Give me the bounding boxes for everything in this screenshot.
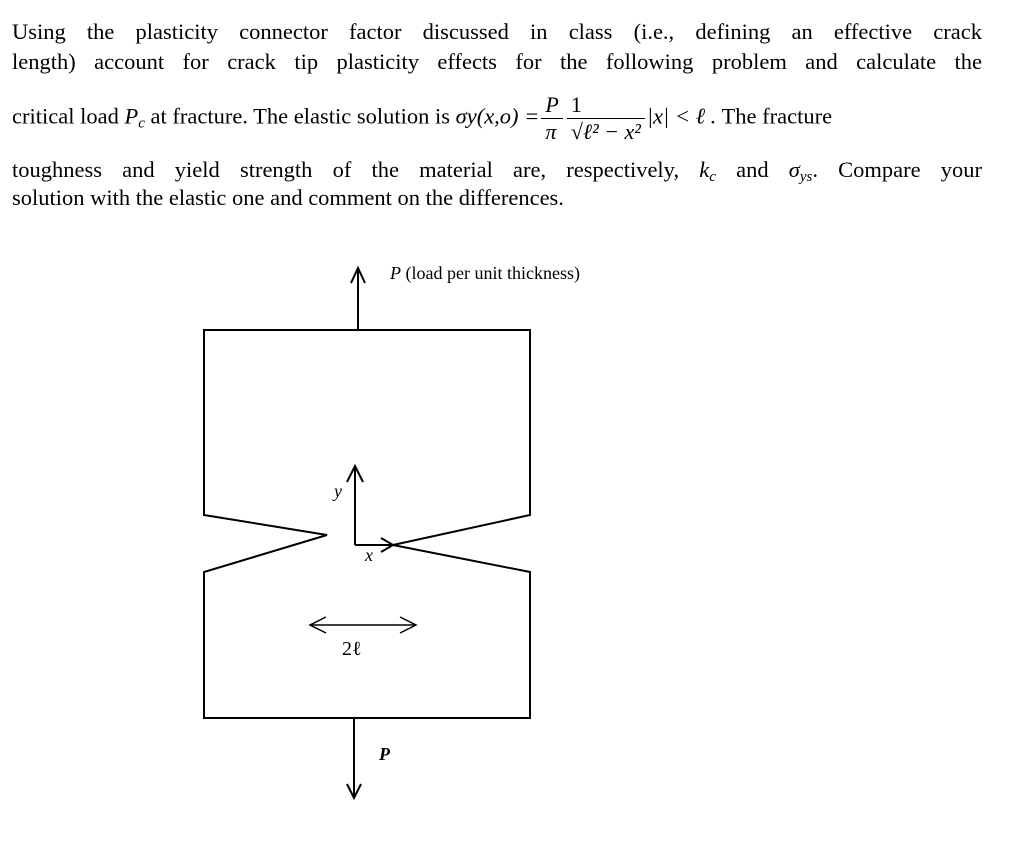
problem-line-5: solution with the elastic one and comment on the differences. bbox=[12, 185, 564, 210]
toughness-subscript: c bbox=[709, 169, 716, 185]
specimen-outline bbox=[204, 330, 530, 718]
line4-and: and bbox=[715, 157, 789, 182]
top-load-P: P bbox=[390, 263, 401, 283]
yield-strength-symbol: σ bbox=[788, 157, 800, 182]
problem-line-1: Using the plasticity connector factor discussed in class (i.e., defining an effective crack bbox=[12, 19, 982, 44]
critical-load-subscript: c bbox=[138, 115, 145, 132]
formula-rhs: |x| < ℓ . bbox=[646, 103, 717, 129]
top-load-label bbox=[390, 263, 580, 284]
line3-text-a: critical load bbox=[12, 103, 125, 129]
bottom-load-label: P bbox=[379, 744, 390, 764]
fraction-1-numerator: P bbox=[541, 92, 562, 119]
crack-length-label: 2ℓ bbox=[342, 638, 362, 660]
critical-load-symbol: P bbox=[124, 103, 139, 129]
line3-end: The fracture bbox=[716, 103, 833, 129]
x-axis-label: x bbox=[365, 545, 373, 565]
fraction-2-denominator: √ℓ² − x² bbox=[570, 119, 641, 144]
y-axis-label: y bbox=[334, 481, 342, 501]
fraction-2-numerator: 1 bbox=[567, 92, 645, 119]
line4-end: . Compare your bbox=[812, 157, 982, 182]
top-load-text: (load per unit thickness) bbox=[405, 263, 580, 283]
fraction-1-denominator: π bbox=[545, 119, 557, 144]
line4-text-a: toughness and yield strength of the material are, respectively, bbox=[12, 157, 700, 182]
formula-lhs: σy(x,o) = bbox=[455, 103, 540, 129]
toughness-symbol: k bbox=[699, 157, 710, 182]
yield-strength-subscript: ys bbox=[799, 169, 813, 185]
line3-text-b: at fracture. The elastic solution is bbox=[144, 103, 456, 129]
problem-line-2: length) account for crack tip plasticity effects for the following problem and calculate the bbox=[12, 49, 982, 74]
